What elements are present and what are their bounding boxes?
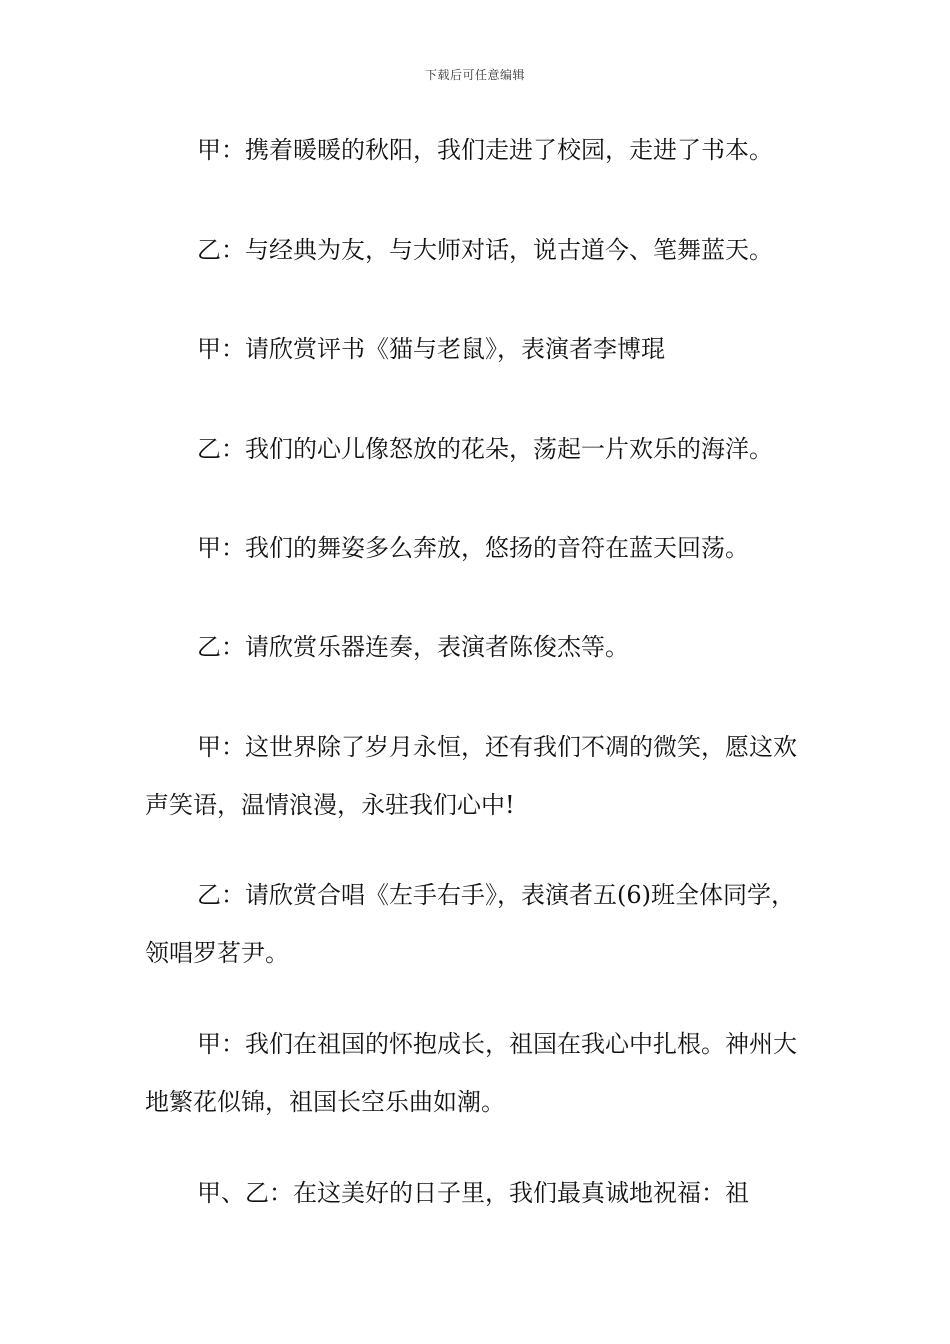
paragraph-10: 甲、乙：在这美好的日子里，我们最真诚地祝福：祖	[197, 1179, 749, 1207]
paragraph-9: 甲：我们在祖国的怀抱成长，祖国在我心中扎根。神州大地繁花似锦，祖国长空乐曲如潮。	[145, 1030, 797, 1116]
paragraph-1: 甲：携着暖暖的秋阳，我们走进了校园，走进了书本。	[197, 136, 773, 164]
paragraph-5: 甲：我们的舞姿多么奔放，悠扬的音符在蓝天回荡。	[197, 534, 749, 562]
paragraph-2: 乙：与经典为友，与大师对话，说古道今、笔舞蓝天。	[197, 236, 773, 264]
paragraph-7: 甲：这世界除了岁月永恒，还有我们不凋的微笑，愿这欢声笑语，温情浪漫，永驻我们心中!	[145, 733, 797, 819]
header-note: 下载后可任意编辑	[424, 68, 525, 82]
paragraph-4: 乙：我们的心儿像怒放的花朵，荡起一片欢乐的海洋。	[197, 435, 773, 463]
paragraph-3: 甲：请欣赏评书《猫与老鼠》，表演者李博琨	[197, 335, 665, 363]
paragraph-8: 乙：请欣赏合唱《左手右手》，表演者五(6)班全体同学，领唱罗茗尹。	[145, 881, 795, 967]
paragraph-6: 乙：请欣赏乐器连奏，表演者陈俊杰等。	[197, 633, 629, 661]
